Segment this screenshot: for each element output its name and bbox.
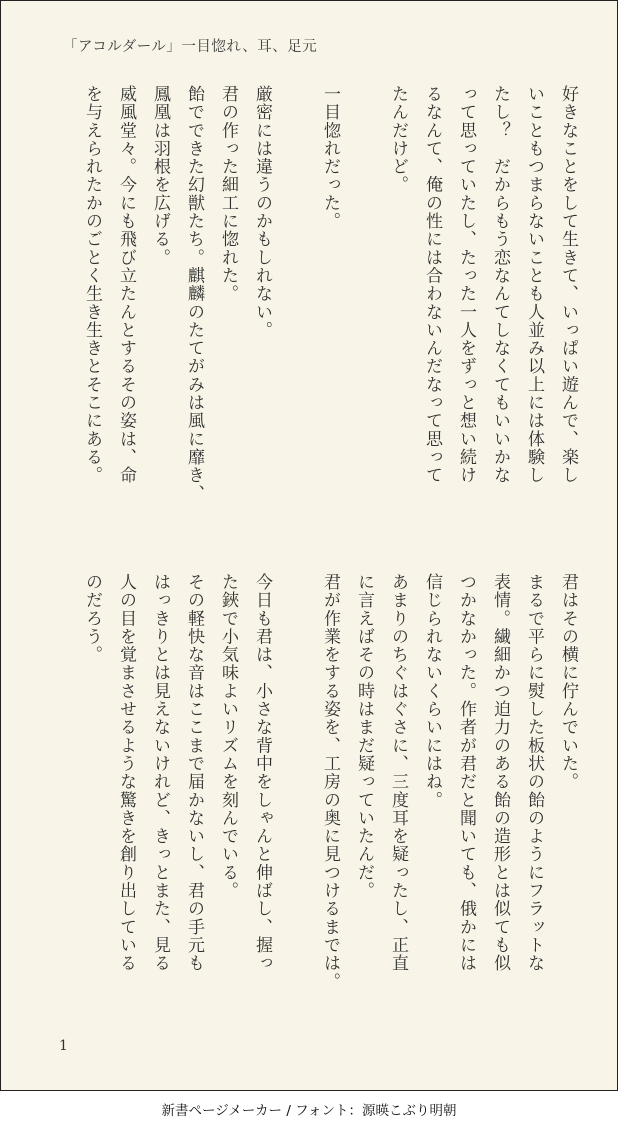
text-line: 好きなことをして生きて、いっぱい遊んで、楽し	[558, 85, 578, 485]
text-line: って思っていたし、たった一人をずっと想い続け	[456, 85, 476, 485]
text-line: 飴でできた幻獣たち。麒麟のたてがみは風に靡き、	[184, 85, 204, 503]
text-line: まるで平らに熨した板状の飴のようにフラットな	[524, 573, 544, 973]
blank-line	[279, 85, 313, 525]
text-line: るなんて、俺の性には合わないんだなって思って	[422, 85, 442, 485]
chapter-title: 「アコルダール」一目惚れ、耳、足元	[63, 39, 318, 55]
text-line: 厳密には違うのかもしれない。	[252, 85, 272, 340]
text-line: に言えばその時はまだ疑っていたんだ。	[354, 573, 374, 900]
text-line: 一目惚れだった。	[320, 85, 340, 231]
text-line: を与えられたかのごとく生き生きとそこにある。	[82, 85, 102, 485]
text-line: あまりのちぐはぐさに、三度耳を疑ったし、正直	[388, 573, 408, 973]
text-line: その軽快な音はここまで届かないし、君の手元も	[184, 573, 204, 973]
text-line: 鳳凰は羽根を広げる。	[150, 85, 170, 267]
text-line: 人の目を覚まさせるような驚きを創り出している	[116, 573, 136, 973]
text-line: 君が作業をする姿を、工房の奥に見つけるまでは。	[320, 573, 340, 991]
text-line: 信じられないくらいにはね。	[422, 573, 442, 809]
text-block-top	[75, 85, 585, 525]
text-line: つかなかった。作者が君だと聞いても、俄かには	[456, 573, 476, 973]
text-line: た鋏で小気味よいリズムを刻んでいる。	[218, 573, 238, 900]
text-line: 君の作った細工に惚れた。	[218, 85, 238, 303]
text-line: たし？ だからもう恋なんてしなくてもいいかな	[490, 85, 510, 485]
blank-line	[279, 573, 313, 1013]
text-line: のだろう。	[82, 573, 102, 664]
text-line: 今日も君は、小さな背中をしゃんと伸ばし、握っ	[252, 573, 272, 973]
text-line: いこともつまらないことも人並み以上には体験し	[524, 85, 544, 485]
blank-line	[347, 85, 381, 525]
text-line: 威風堂々。今にも飛び立たんとするその姿は、命	[116, 85, 136, 485]
text-block-bottom	[75, 573, 585, 1013]
text-line: たんだけど。	[388, 85, 408, 194]
text-line: 表情。繊細かつ迫力のある飴の造形とは似ても似	[490, 573, 510, 973]
footer-credit: 新書ページメーカー / フォント：源暎こぶり明朝	[161, 1103, 457, 1119]
page-number: 1	[59, 1038, 68, 1054]
text-line: 君はその横に佇んでいた。	[558, 573, 578, 791]
text-line: はっきりとは見えないけれど、きっとまた、見る	[150, 573, 170, 973]
